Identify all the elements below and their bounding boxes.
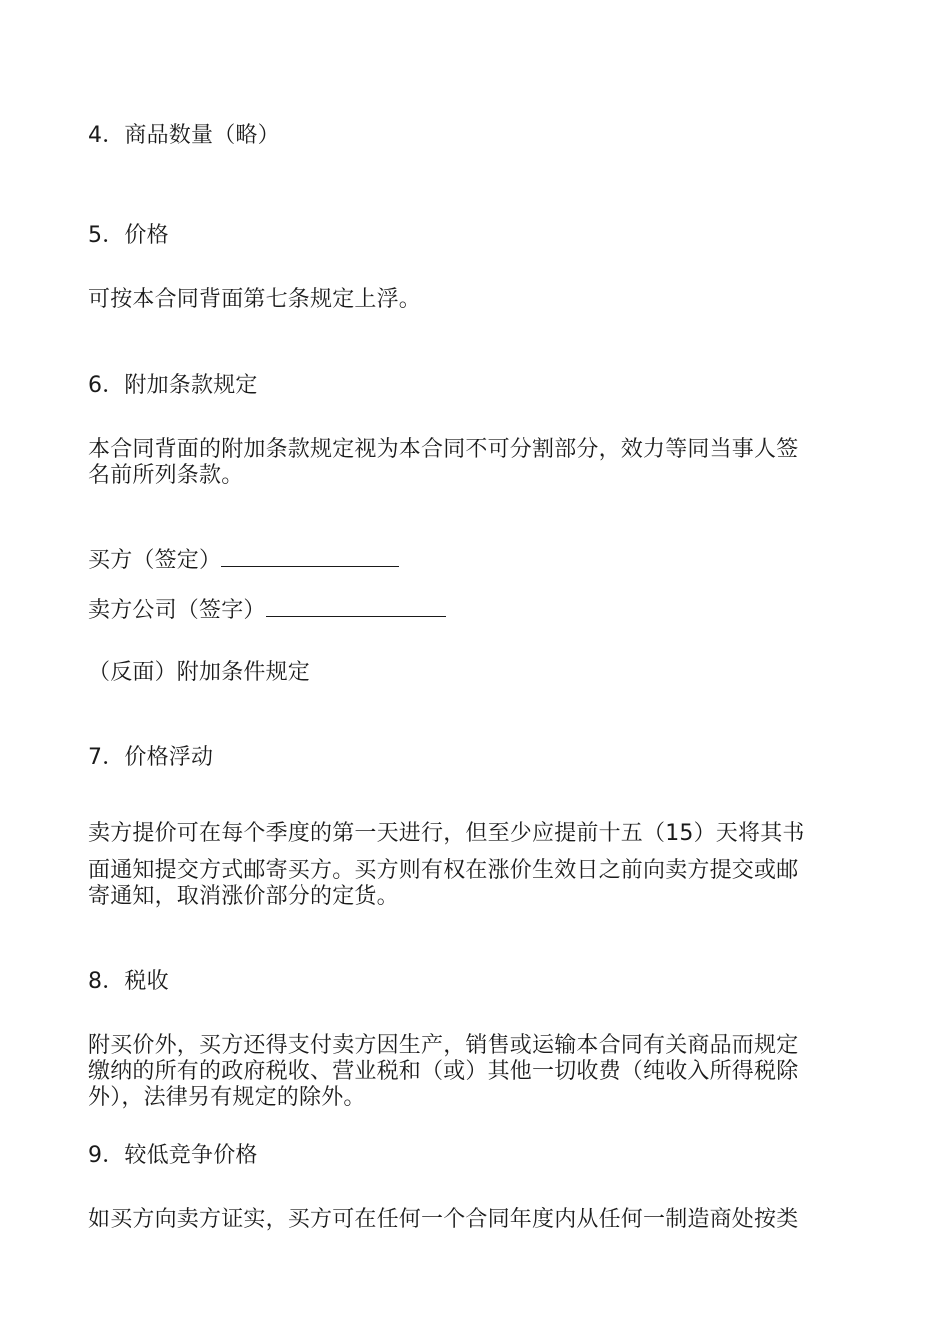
- buyer-signature-blank: [221, 546, 399, 567]
- text-line: 面通知提交方式邮寄买方。买方则有权在涨价生效日之前向卖方提交或邮: [88, 858, 799, 883]
- seller-signature-label: 卖方公司（签字）: [88, 598, 266, 623]
- buyer-signature-label: 买方（签定）: [88, 548, 222, 573]
- buyer-signature-line: [88, 546, 863, 574]
- seller-signature-line: [88, 596, 863, 624]
- reverse-side-heading: （反面）附加条件规定: [88, 660, 311, 685]
- seller-signature-blank: [266, 596, 446, 617]
- text-line: 本合同背面的附加条款规定视为本合同不可分割部分，效力等同当事人签: [88, 437, 799, 462]
- item-6-text: [88, 437, 863, 489]
- item-7-text-line-1: 卖方提价可在每个季度的第一天进行，但至少应提前十五（15）天将其书: [88, 821, 805, 846]
- text-line: 缴纳的所有的政府税收、营业税和（或）其他一切收费（纯收入所得税除: [88, 1059, 799, 1084]
- item-9-heading: 9．较低竞争价格: [88, 1143, 258, 1168]
- text-line: 附买价外，买方还得支付卖方因生产，销售或运输本合同有关商品而规定: [88, 1033, 799, 1058]
- item-6-heading: 6．附加条款规定: [88, 373, 258, 398]
- item-8-text: [88, 1033, 863, 1111]
- item-8-heading: 8．税收: [88, 969, 169, 994]
- item-7-heading: 7．价格浮动: [88, 745, 214, 770]
- item-7-text: [88, 858, 863, 910]
- text-line: 外），法律另有规定的除外。: [88, 1085, 366, 1110]
- item-9-text-line-1: 如买方向卖方证实，买方可在任何一个合同年度内从任何一制造商处按类: [88, 1207, 799, 1232]
- text-line: 寄通知，取消涨价部分的定货。: [88, 884, 399, 909]
- item-4-heading: 4．商品数量（略）: [88, 123, 280, 148]
- item-5-text: 可按本合同背面第七条规定上浮。: [88, 287, 422, 312]
- item-5-heading: 5．价格: [88, 223, 169, 248]
- text-line: 名前所列条款。: [88, 463, 244, 488]
